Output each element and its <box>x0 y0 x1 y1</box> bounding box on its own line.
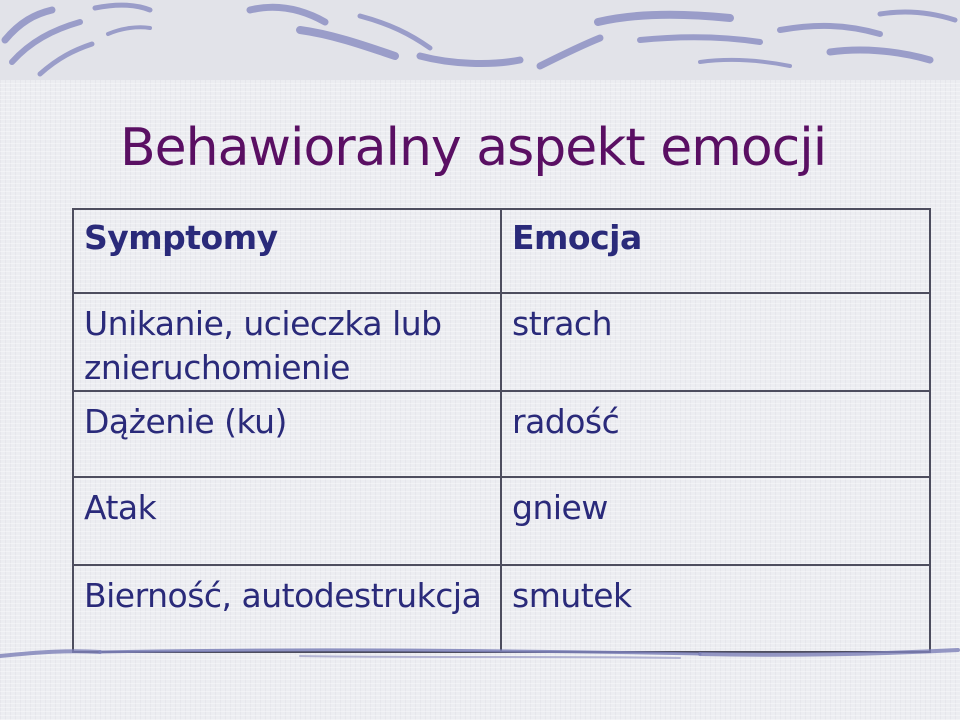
symptom-cell: Bierność, autodestrukcja <box>73 565 501 652</box>
footer-decoration <box>0 636 960 676</box>
table-row <box>73 391 930 477</box>
table-row <box>73 477 930 565</box>
brush-strokes-decoration <box>0 0 960 80</box>
table-header-row <box>73 209 930 293</box>
symptom-cell: Unikanie, ucieczka lub znieruchomienie <box>73 293 501 391</box>
table-row <box>73 293 930 391</box>
symptom-cell: Atak <box>73 477 501 565</box>
column-header-emotion: Emocja <box>501 209 930 293</box>
slide-title: Behawioralny aspekt emocji <box>120 118 827 178</box>
emotion-cell: radość <box>501 391 930 477</box>
column-header-symptoms: Symptomy <box>73 209 501 293</box>
brush-line-decoration <box>0 636 960 676</box>
emotion-cell: smutek <box>501 565 930 652</box>
emotion-cell: gniew <box>501 477 930 565</box>
emotions-table <box>72 208 931 653</box>
emotion-cell: strach <box>501 293 930 391</box>
symptom-cell: Dążenie (ku) <box>73 391 501 477</box>
header-decoration <box>0 0 960 80</box>
